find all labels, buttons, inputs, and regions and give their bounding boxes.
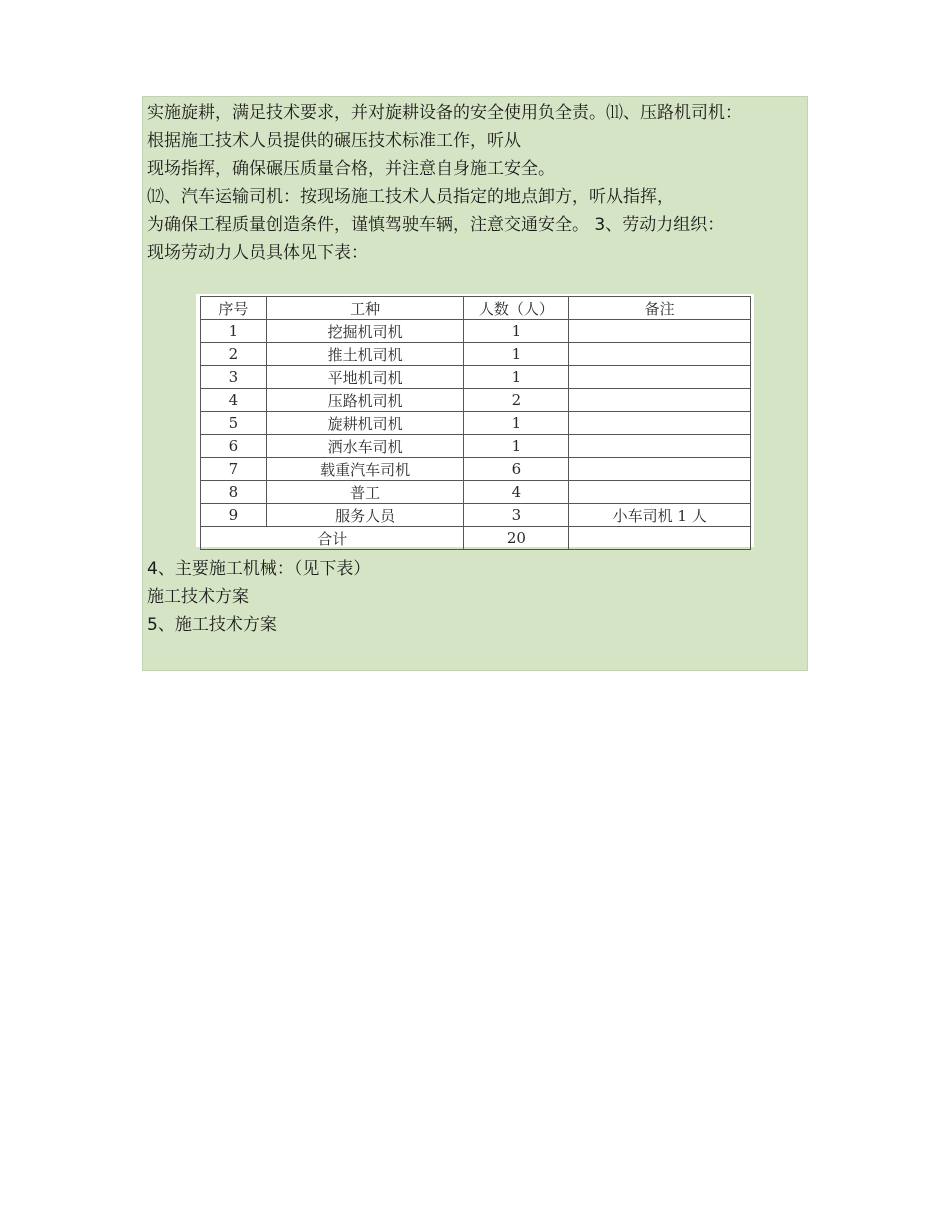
- cell-count: 1: [464, 366, 569, 389]
- table-row: [201, 458, 751, 481]
- cell-job: 服务人员: [266, 504, 464, 527]
- header-cell-note: 备注: [569, 297, 751, 320]
- staff-table-image: [196, 294, 754, 547]
- cell-count: 6: [464, 458, 569, 481]
- cell-count: 4: [464, 481, 569, 504]
- cell-note: 小车司机 1 人: [569, 504, 751, 527]
- cell-index: 8: [201, 481, 267, 504]
- cell-job: 旋耕机司机: [266, 412, 464, 435]
- cell-note: [569, 366, 751, 389]
- cell-count: 1: [464, 412, 569, 435]
- table-row: [201, 320, 751, 343]
- table-row: [201, 481, 751, 504]
- paragraph-line: 5、施工技术方案: [147, 615, 277, 635]
- cell-index: 7: [201, 458, 267, 481]
- header-cell-job: 工种: [266, 297, 464, 320]
- cell-note: [569, 343, 751, 366]
- intro-text-block: [147, 99, 807, 267]
- cell-index: 2: [201, 343, 267, 366]
- paragraph-line: 施工技术方案: [147, 587, 249, 607]
- paragraph-line: 为确保工程质量创造条件，谨慎驾驶车辆，注意交通安全。 3、劳动力组织：: [147, 215, 725, 235]
- paragraph-line: 根据施工技术人员提供的碾压技术标准工作，听从: [147, 131, 521, 151]
- paragraph-line: 现场劳动力人员具体见下表：: [147, 243, 368, 263]
- cell-note: [569, 481, 751, 504]
- cell-job: 载重汽车司机: [266, 458, 464, 481]
- paragraph-line: 现场指挥，确保碾压质量合格，并注意自身施工安全。: [147, 159, 555, 179]
- paragraph-line: 实施旋耕，满足技术要求，并对旋耕设备的安全使用负全责。⑾、压路机司机：: [147, 103, 742, 123]
- following-text-block: [147, 555, 807, 639]
- cell-count: 1: [464, 343, 569, 366]
- table-row: [201, 389, 751, 412]
- cell-note: [569, 458, 751, 481]
- cell-job: 普工: [266, 481, 464, 504]
- cell-index: 5: [201, 412, 267, 435]
- cell-job: 平地机司机: [266, 366, 464, 389]
- table-row: [201, 366, 751, 389]
- cell-index: 9: [201, 504, 267, 527]
- table-row: [201, 504, 751, 527]
- header-cell-count: 人数（人）: [464, 297, 569, 320]
- cell-index: 6: [201, 435, 267, 458]
- content-panel: [142, 96, 808, 671]
- table-row: [201, 435, 751, 458]
- cell-note: [569, 412, 751, 435]
- table-row: [201, 412, 751, 435]
- cell-count: 1: [464, 320, 569, 343]
- total-note-cell: [569, 527, 751, 550]
- cell-note: [569, 435, 751, 458]
- paragraph-line: 4、主要施工机械：（见下表）: [147, 559, 371, 579]
- total-label-cell: 合计: [201, 527, 464, 550]
- cell-note: [569, 389, 751, 412]
- cell-index: 4: [201, 389, 267, 412]
- cell-job: 压路机司机: [266, 389, 464, 412]
- cell-count: 1: [464, 435, 569, 458]
- table-header-row: [201, 297, 751, 320]
- staff-table: [200, 296, 751, 550]
- cell-index: 1: [201, 320, 267, 343]
- cell-job: 推土机司机: [266, 343, 464, 366]
- table-total-row: [201, 527, 751, 550]
- cell-count: 3: [464, 504, 569, 527]
- cell-job: 挖掘机司机: [266, 320, 464, 343]
- cell-count: 2: [464, 389, 569, 412]
- header-cell-index: 序号: [201, 297, 267, 320]
- cell-note: [569, 320, 751, 343]
- paragraph-line: ⑿、汽车运输司机：按现场施工技术人员指定的地点卸方，听从指挥，: [147, 187, 674, 207]
- total-value-cell: 20: [464, 527, 569, 550]
- cell-job: 洒水车司机: [266, 435, 464, 458]
- cell-index: 3: [201, 366, 267, 389]
- table-row: [201, 343, 751, 366]
